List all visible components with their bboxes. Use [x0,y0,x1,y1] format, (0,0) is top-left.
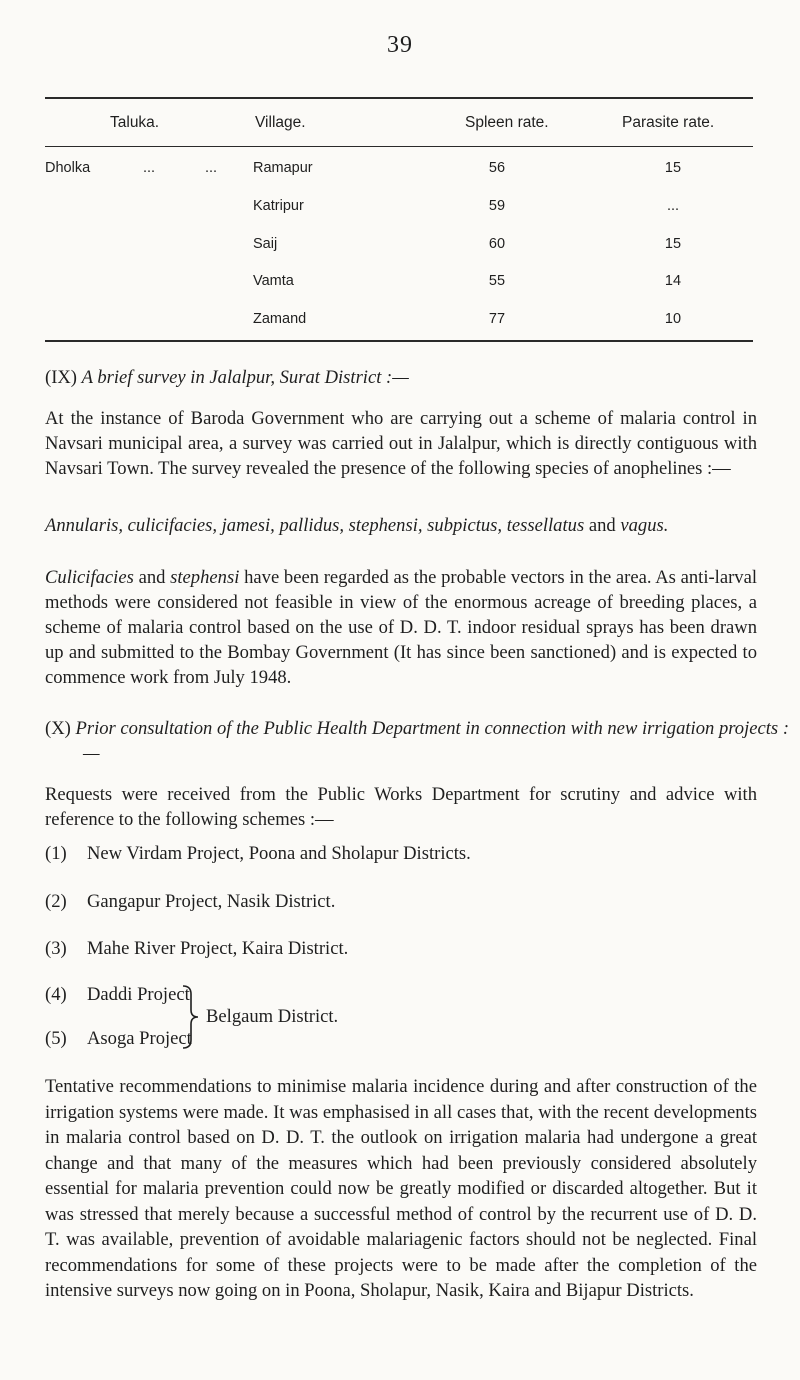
cell-spleen-rate: 60 [488,236,506,252]
section-x-heading [45,716,795,766]
cell-spleen-rate: 55 [488,273,506,289]
cell-parasite-rate: 14 [664,273,682,289]
table-row [45,236,753,266]
list-item [45,1028,192,1050]
table-row [45,160,753,190]
list-item-text: Daddi Project [87,984,190,1005]
section-x-number: (X) [45,718,71,739]
column-header-spleen-rate: Spleen rate. [465,114,549,131]
list-item [45,891,335,913]
cell-parasite-rate: ... [666,198,680,214]
cell-parasite-rate: 15 [664,236,682,252]
right-brace-icon [181,982,201,1052]
cell-village: Vamta [253,273,294,289]
section-x-title: Prior consultation of the Public Health Department in connection with new irrigation projects :— [75,718,790,764]
list-item-number: (4) [45,984,67,1005]
column-header-parasite-rate: Parasite rate. [622,114,715,131]
table-top-rule [45,97,753,99]
list-item-number: (2) [45,891,67,912]
vector-name-1: Culicifacies [45,567,134,588]
list-item-number: (3) [45,938,67,959]
table-header-rule [45,146,753,147]
cell-village: Saij [253,236,278,252]
cell-village: Katripur [253,198,304,214]
table-row [45,198,753,228]
cell-village: Zamand [253,311,307,327]
cell-village: Ramapur [253,160,313,176]
cell-parasite-rate: 15 [664,160,682,176]
cell-taluka: Dholka [45,160,91,176]
column-header-village: Village. [255,114,306,131]
cell-parasite-rate: 10 [664,311,682,327]
section-x-paragraph-2: Tentative recommendations to minimise malaria incidence during and after construction of the irrigation systems were made. It was emphasised in all cases that, with the recent developments in malaria control based on D. D. T. the outlook on irrigation malaria had undergone a great change and that many of the measures which had been previously considered absolutely essential for malaria prevention could now be greatly modified or discarded altogether. But it was stressed that merely because a successful method of control by the recurrent use of D. D. T. was available, prevention of avoidable malariagenic factors should not be neglected. Final recommendations for some of these projects were to be made after the completion of the intensive surveys now going on in Poona, Sholapur, Nasik, Kaira and Bijapur Districts. [45,1076,757,1301]
column-header-taluka: Taluka. [110,114,160,131]
species-last: vagus. [620,515,669,536]
table-row [45,311,753,341]
table-row [45,273,753,303]
list-item [45,938,348,960]
page-number: 39 [387,32,413,58]
section-x-paragraph-1: Requests were received from the Public Works Department for scrutiny and advice with reference to the following schemes :— [45,784,757,830]
species-names: Annularis, culicifacies, jamesi, pallidus, stephensi, subpictus, tessellatus [45,515,585,536]
section-ix-title: A brief survey in Jalalpur, Surat District :— [81,367,409,388]
section-ix-paragraph-1: At the instance of Baroda Government who are carrying out a scheme of malaria control in Navsari municipal area, a survey was carried out in Jalalpur, which is directly contiguous with Navsari Town. The survey revealed the presence of the following species of anophelines :— [45,408,757,479]
species-and: and [588,515,616,536]
cell-leader-dots: ... [143,160,156,176]
list-item-text: Gangapur Project, Nasik District. [87,891,336,912]
vector-and: and [138,567,166,588]
list-item-text: New Virdam Project, Poona and Sholapur Districts. [87,843,471,864]
grouped-district-label: Belgaum District. [206,1006,339,1027]
vector-name-2: stephensi [170,567,240,588]
section-ix-paragraph-2 [45,565,757,690]
cell-leader-dots: ... [205,160,218,176]
section-ix-number: (IX) [45,367,78,388]
list-item-text: Mahe River Project, Kaira District. [87,938,349,959]
list-item [45,984,190,1006]
list-item-number: (5) [45,1028,67,1049]
list-item [45,843,471,865]
species-list [45,513,757,538]
cell-spleen-rate: 56 [488,160,506,176]
section-ix-paragraph-2-body: have been regarded as the probable vectors in the area. As anti-larval methods were considered not feasible in view of the enormous acreage of breeding places, a scheme of malaria control based on the use of D. D. T. indoor residual sprays has been drawn up and submitted to the Bombay Government (It has since been sanctioned) and is expected to commence work from July 1948. [45,567,758,688]
list-item-text: Asoga Project [87,1028,192,1049]
list-item-number: (1) [45,843,67,864]
cell-spleen-rate: 59 [488,198,506,214]
section-ix-heading [45,365,757,390]
cell-spleen-rate: 77 [488,311,506,327]
